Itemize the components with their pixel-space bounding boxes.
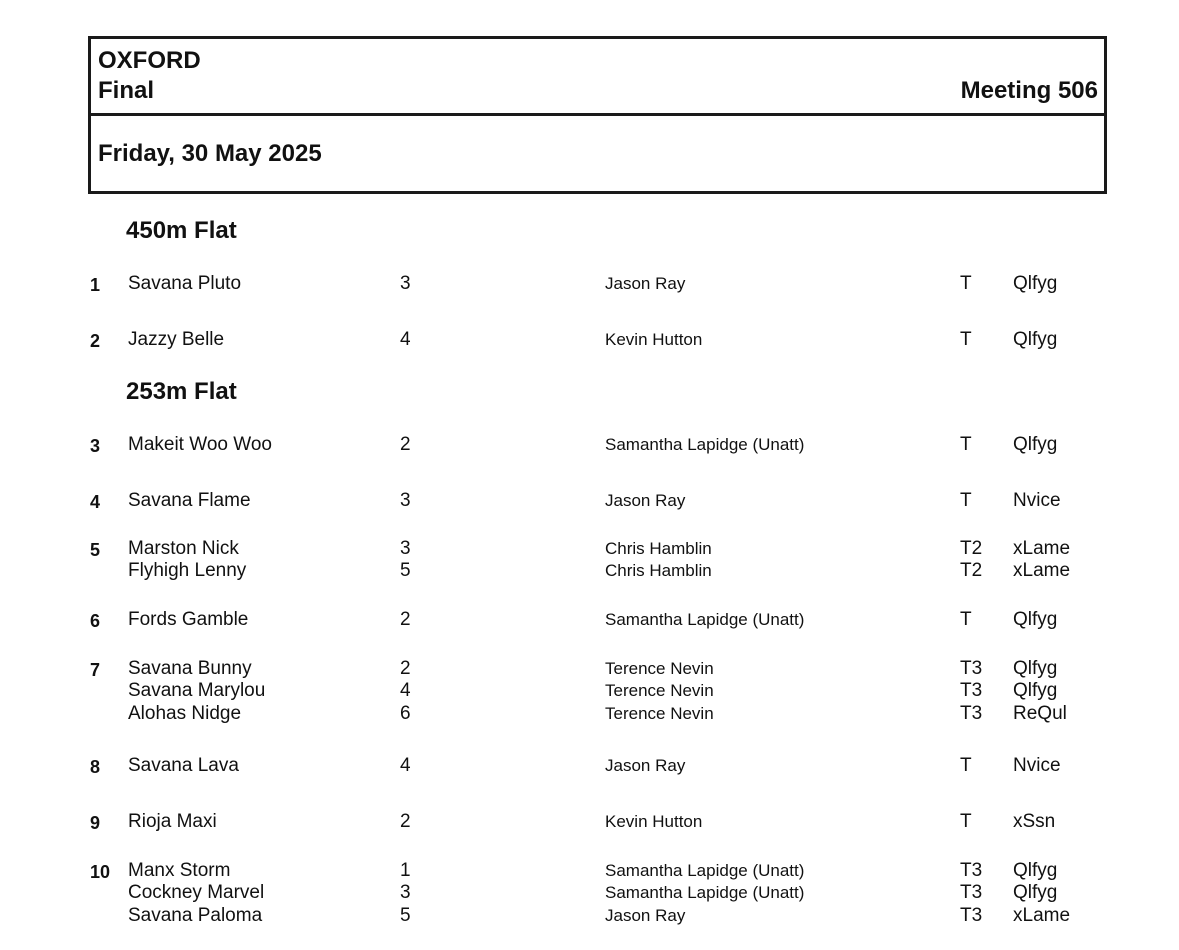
remark: Qlfyg — [1013, 882, 1058, 903]
race-number: 8 — [90, 757, 101, 777]
meeting-header — [88, 36, 1107, 194]
section-title: 450m Flat — [126, 217, 237, 244]
trainer-name: Kevin Hutton — [605, 330, 703, 349]
trainer-name: Terence Nevin — [605, 681, 714, 700]
remark: xLame — [1013, 905, 1071, 926]
trainer-name: Samantha Lapidge (Unatt) — [605, 610, 805, 629]
race-number: 5 — [90, 540, 101, 560]
trial-code: T3 — [960, 658, 983, 679]
trial-code: T3 — [960, 680, 983, 701]
remark: ReQul — [1013, 703, 1067, 724]
trap-number: 4 — [400, 680, 411, 701]
dog-name: Fords Gamble — [128, 609, 249, 630]
race-number: 10 — [90, 862, 111, 882]
dog-name: Savana Paloma — [128, 905, 263, 926]
race-number: 4 — [90, 492, 101, 512]
trap-number: 4 — [400, 329, 411, 350]
meeting-date: Friday, 30 May 2025 — [98, 140, 322, 167]
remark: xLame — [1013, 560, 1071, 581]
trial-code: T — [960, 811, 972, 832]
remark: Qlfyg — [1013, 329, 1058, 350]
trial-code: T — [960, 273, 972, 294]
remark: Qlfyg — [1013, 609, 1058, 630]
dog-name: Savana Marylou — [128, 680, 266, 701]
trap-number: 2 — [400, 609, 411, 630]
dog-name: Marston Nick — [128, 538, 239, 559]
trainer-name: Terence Nevin — [605, 659, 714, 678]
section-title: 253m Flat — [126, 378, 237, 405]
race-number: 6 — [90, 611, 101, 631]
dog-name: Flyhigh Lenny — [128, 560, 247, 581]
trainer-name: Jason Ray — [605, 906, 686, 925]
venue-name: OXFORD — [98, 47, 201, 74]
trainer-name: Samantha Lapidge (Unatt) — [605, 435, 805, 454]
trap-number: 4 — [400, 755, 411, 776]
remark: xLame — [1013, 538, 1071, 559]
trainer-name: Samantha Lapidge (Unatt) — [605, 861, 805, 880]
trial-code: T2 — [960, 560, 983, 581]
remark: Qlfyg — [1013, 680, 1058, 701]
trap-number: 2 — [400, 434, 411, 455]
trial-code: T — [960, 490, 972, 511]
trainer-name: Chris Hamblin — [605, 539, 712, 558]
trial-code: T3 — [960, 703, 983, 724]
dog-name: Rioja Maxi — [128, 811, 217, 832]
trap-number: 3 — [400, 490, 411, 511]
trainer-name: Jason Ray — [605, 274, 686, 293]
trainer-name: Chris Hamblin — [605, 561, 712, 580]
dog-name: Cockney Marvel — [128, 882, 265, 903]
trial-code: T — [960, 609, 972, 630]
remark: Qlfyg — [1013, 860, 1058, 881]
remark: Qlfyg — [1013, 658, 1058, 679]
remark: Nvice — [1013, 490, 1061, 511]
trap-number: 2 — [400, 811, 411, 832]
trial-code: T2 — [960, 538, 983, 559]
trap-number: 5 — [400, 905, 411, 926]
trial-code: T3 — [960, 860, 983, 881]
race-number: 1 — [90, 275, 101, 295]
dog-name: Alohas Nidge — [128, 703, 242, 724]
header-top-band — [91, 39, 1104, 116]
dog-name: Savana Lava — [128, 755, 239, 776]
trainer-name: Terence Nevin — [605, 704, 714, 723]
dog-name: Savana Bunny — [128, 658, 252, 679]
dog-name: Manx Storm — [128, 860, 231, 881]
trainer-name: Samantha Lapidge (Unatt) — [605, 883, 805, 902]
race-number: 3 — [90, 436, 101, 456]
race-number: 7 — [90, 660, 101, 680]
trial-code: T — [960, 434, 972, 455]
trial-code: T — [960, 755, 972, 776]
trial-code: T — [960, 329, 972, 350]
trial-code: T3 — [960, 905, 983, 926]
trap-number: 2 — [400, 658, 411, 679]
remark: xSsn — [1013, 811, 1056, 832]
trap-number: 5 — [400, 560, 411, 581]
remark: Qlfyg — [1013, 434, 1058, 455]
meeting-status: Final — [98, 77, 155, 104]
trainer-name: Jason Ray — [605, 756, 686, 775]
trainer-name: Kevin Hutton — [605, 812, 703, 831]
trial-code: T3 — [960, 882, 983, 903]
trainer-name: Jason Ray — [605, 491, 686, 510]
race-number: 9 — [90, 813, 101, 833]
trap-number: 1 — [400, 860, 411, 881]
remark: Qlfyg — [1013, 273, 1058, 294]
dog-name: Jazzy Belle — [128, 329, 225, 350]
meeting-number: Meeting 506 — [960, 77, 1098, 104]
dog-name: Makeit Woo Woo — [128, 434, 272, 455]
race-number: 2 — [90, 331, 101, 351]
trap-number: 3 — [400, 882, 411, 903]
remark: Nvice — [1013, 755, 1061, 776]
trap-number: 6 — [400, 703, 411, 724]
dog-name: Savana Flame — [128, 490, 251, 511]
trap-number: 3 — [400, 273, 411, 294]
trap-number: 3 — [400, 538, 411, 559]
dog-name: Savana Pluto — [128, 273, 242, 294]
